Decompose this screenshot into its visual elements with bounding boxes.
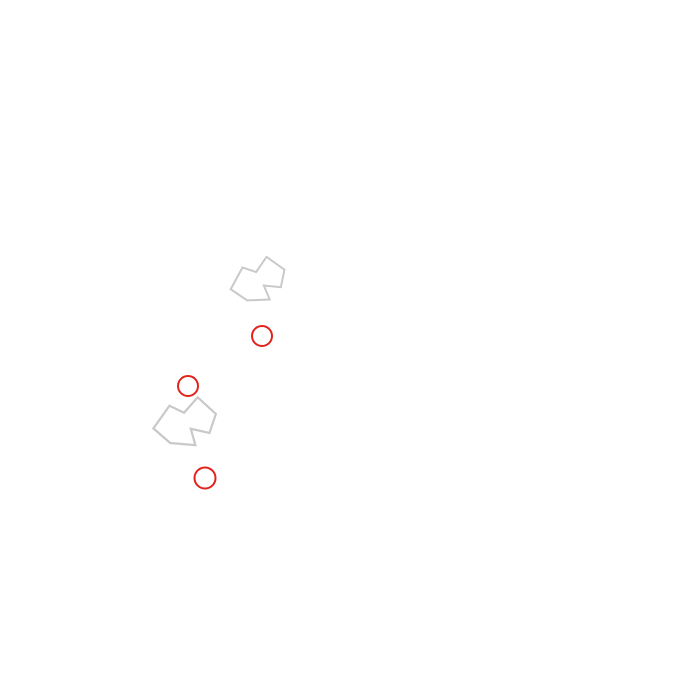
- watermark-logo-icon: [225, 253, 291, 308]
- callout-b: [252, 326, 272, 346]
- callout-a: [178, 376, 198, 396]
- watermark-logo-icon: [150, 395, 220, 450]
- callout-r: [195, 468, 216, 489]
